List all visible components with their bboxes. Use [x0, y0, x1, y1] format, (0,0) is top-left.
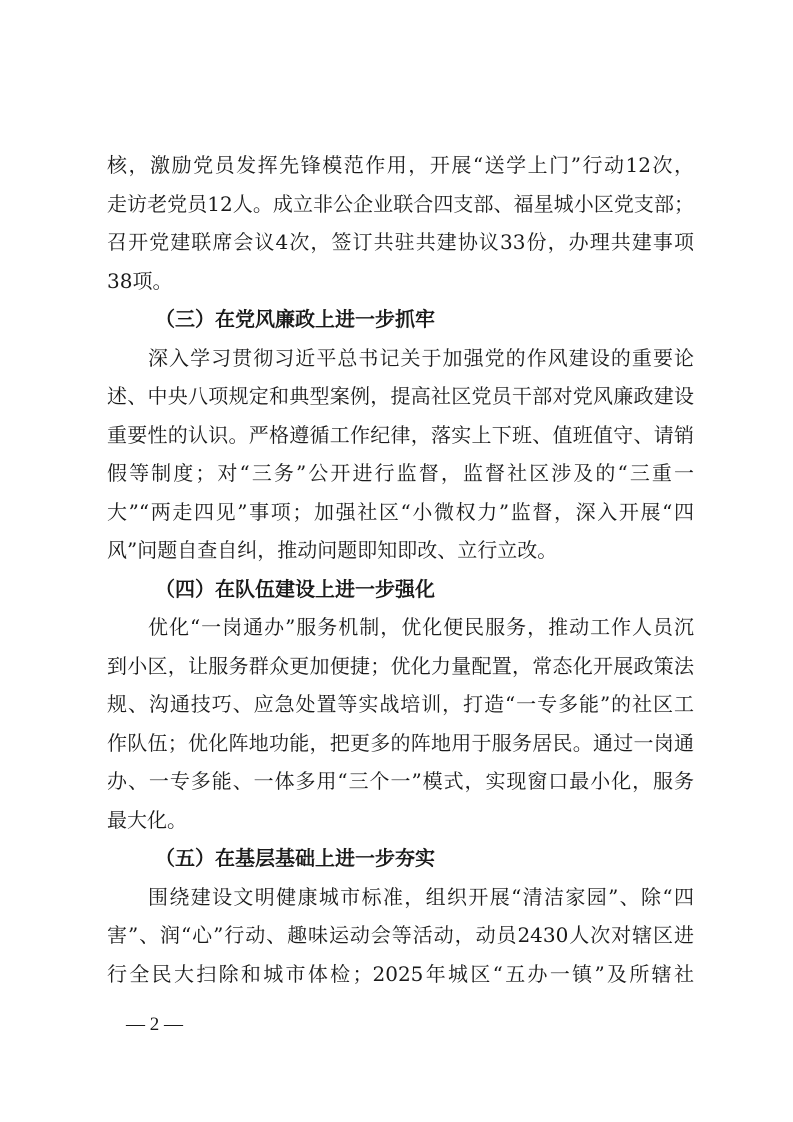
body-line: 规、沟通技巧、应急处置等实战培训，打造“一专多能”的社区工	[107, 692, 694, 716]
body-line: 作队伍；优化阵地功能，把更多的阵地用于服务居民。通过一岗通	[107, 730, 694, 755]
body-line: 到小区，让服务群众更加便捷；优化力量配置，常态化开展政策法	[107, 653, 694, 678]
body-line: 核，激励党员发挥先锋模范作用，开展“送学上门”行动12次，	[107, 153, 694, 177]
body-line: 走访老党员12人。成立非公企业联合四支部、福星城小区党支部；	[107, 191, 694, 216]
body-line: 假等制度；对“三务”公开进行监督，监督社区涉及的“三重一	[107, 461, 694, 485]
body-line: 深入学习贯彻习近平总书记关于加强党的作风建设的重要论	[148, 345, 694, 370]
section-heading: （五）在基层基础上进一步夯实	[155, 846, 435, 870]
body-line: 召开党建联席会议4次，签订共驻共建协议33份，办理共建事项	[107, 230, 694, 254]
body-line: 围绕建设文明健康城市标准，组织开展“清洁家园”、除“四	[148, 884, 694, 909]
body-line: 38项。	[107, 268, 173, 293]
body-line: 重要性的认识。严格遵循工作纪律，落实上下班、值班值守、请销	[107, 422, 694, 447]
section-heading: （三）在党风廉政上进一步抓牢	[155, 307, 435, 331]
section-heading: （四）在队伍建设上进一步强化	[155, 576, 435, 601]
document-body	[107, 146, 694, 993]
body-line: 办、一专多能、一体多用“三个一”模式，实现窗口最小化，服务	[107, 769, 694, 793]
body-line: 害”、润“心”行动、趣味运动会等活动，动员2430人次对辖区进	[107, 923, 694, 947]
body-line: 优化“一岗通办”服务机制，优化便民服务，推动工作人员沉	[148, 615, 694, 639]
body-line: 大”“两走四见”事项；加强社区“小微权力”监督，深入开展“四	[107, 499, 694, 524]
page-number: — 2 —	[126, 1014, 183, 1035]
body-line: 最大化。	[107, 807, 187, 832]
body-line: 风”问题自查自纠，推动问题即知即改、立行立改。	[107, 538, 558, 562]
body-line: 行全民大扫除和城市体检；2025年城区“五办一镇”及所辖社	[107, 961, 694, 986]
body-line: 述、中央八项规定和典型案例，提高社区党员干部对党风廉政建设	[107, 384, 694, 408]
